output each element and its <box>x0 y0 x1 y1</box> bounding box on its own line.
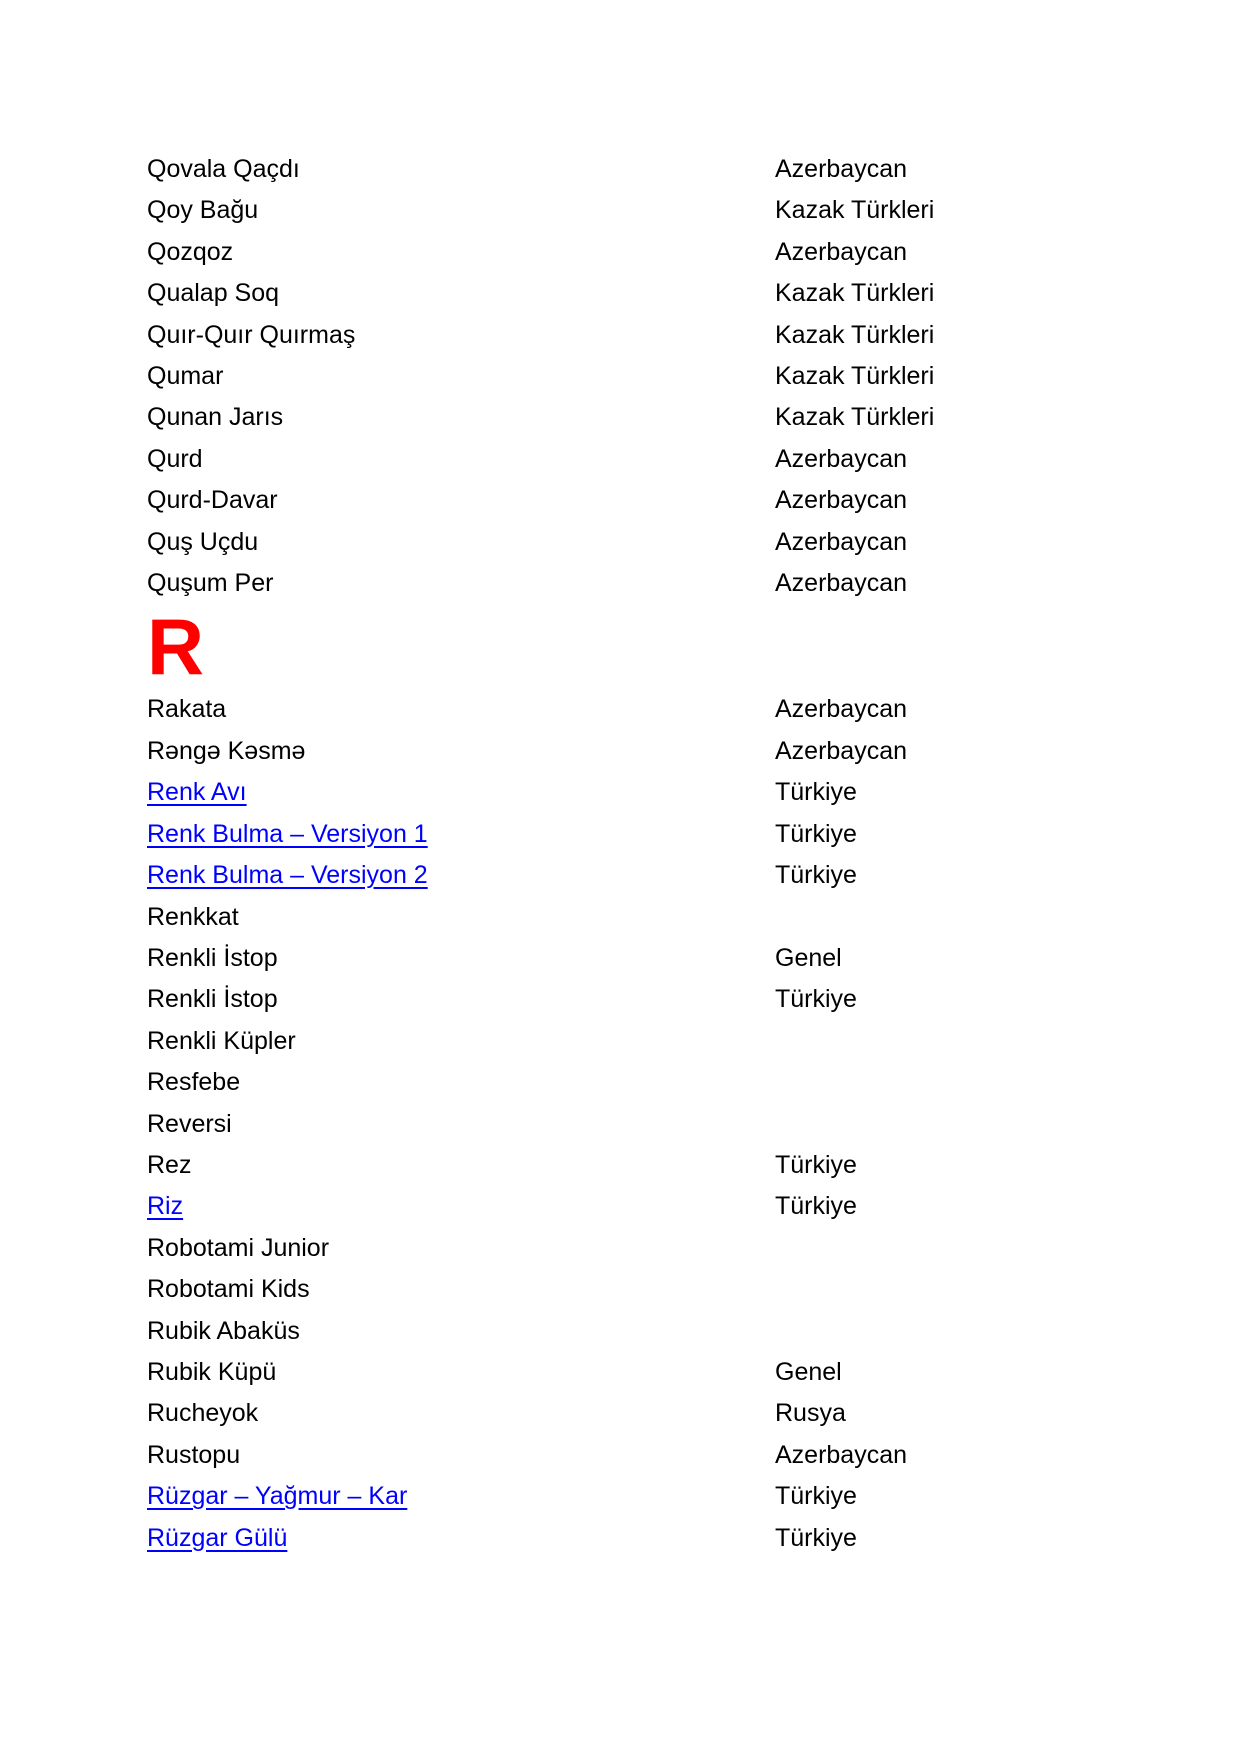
game-link[interactable]: Rüzgar Gülü <box>147 1523 288 1552</box>
list-item <box>147 897 1241 938</box>
list-item <box>147 689 1241 730</box>
list-item <box>147 149 1241 190</box>
game-name: Renkkat <box>147 902 239 931</box>
section-letter: R <box>147 602 205 692</box>
game-region: Kazak Türkleri <box>775 362 935 391</box>
list-item <box>147 938 1241 979</box>
game-region: Genel <box>775 1357 842 1386</box>
game-link[interactable]: Riz <box>147 1192 184 1221</box>
game-name: Robotami Junior <box>147 1233 330 1262</box>
game-name: Qurd <box>147 444 203 473</box>
game-name: Rustopu <box>147 1440 241 1469</box>
list-item <box>147 1104 1241 1145</box>
list-item <box>147 814 1241 855</box>
list-item <box>147 522 1241 563</box>
list-item <box>147 1269 1241 1310</box>
game-name: Quş Uçdu <box>147 527 259 556</box>
game-name: Rez <box>147 1150 192 1179</box>
list-item <box>147 273 1241 314</box>
game-name: Qunan Jarıs <box>147 403 284 432</box>
game-name: Renkli Küpler <box>147 1026 296 1055</box>
game-link[interactable]: Renk Bulma – Versiyon 1 <box>147 819 428 848</box>
r-section-list <box>147 689 1241 1559</box>
game-name: Renkli İstop <box>147 985 278 1014</box>
game-name: Rəngə Kəsmə <box>147 736 306 765</box>
list-item <box>147 232 1241 273</box>
game-region: Azerbaycan <box>775 1440 908 1469</box>
game-region: Kazak Türkleri <box>775 403 935 432</box>
game-name: Renkli İstop <box>147 943 278 972</box>
game-name: Qurd-Davar <box>147 486 278 515</box>
game-link[interactable]: Renk Bulma – Versiyon 2 <box>147 861 428 890</box>
list-item <box>147 356 1241 397</box>
game-region: Azerbaycan <box>775 155 908 183</box>
game-region: Türkiye <box>775 1192 857 1221</box>
game-name: Rubik Küpü <box>147 1357 277 1386</box>
game-region: Kazak Türkleri <box>775 279 935 308</box>
game-region: Azerbaycan <box>775 569 908 598</box>
game-name: Qozqoz <box>147 237 234 266</box>
game-region: Türkiye <box>775 1523 857 1552</box>
list-item <box>147 1311 1241 1352</box>
list-item <box>147 190 1241 231</box>
game-name: Robotami Kids <box>147 1275 310 1304</box>
list-item <box>147 1435 1241 1476</box>
list-item <box>147 731 1241 772</box>
list-item <box>147 1145 1241 1186</box>
game-name: Reversi <box>147 1109 232 1138</box>
list-item <box>147 1021 1241 1062</box>
game-name: Rucheyok <box>147 1399 259 1428</box>
list-item <box>147 1186 1241 1227</box>
game-link[interactable]: Rüzgar – Yağmur – Kar <box>147 1482 408 1511</box>
game-name: Resfebe <box>147 1068 241 1097</box>
game-name: Qoy Bağu <box>147 196 259 225</box>
game-name: Qumar <box>147 362 224 391</box>
list-item <box>147 1393 1241 1434</box>
list-item <box>147 439 1241 480</box>
game-region: Azerbaycan <box>775 237 908 266</box>
game-region: Kazak Türkleri <box>775 320 935 349</box>
list-item <box>147 855 1241 896</box>
list-item <box>147 1518 1241 1559</box>
q-section-list <box>147 149 1241 604</box>
game-region: Türkiye <box>775 1482 857 1511</box>
game-region: Azerbaycan <box>775 444 908 473</box>
game-name: Quşum Per <box>147 569 274 598</box>
list-item <box>147 772 1241 813</box>
game-region: Türkiye <box>775 819 857 848</box>
game-region: Türkiye <box>775 861 857 890</box>
list-item <box>147 1062 1241 1103</box>
game-name: Rubik Abaküs <box>147 1316 300 1345</box>
game-region: Türkiye <box>775 778 857 807</box>
game-region: Azerbaycan <box>775 527 908 556</box>
list-item <box>147 979 1241 1020</box>
list-item <box>147 1228 1241 1269</box>
game-region: Azerbaycan <box>775 736 908 765</box>
list-item <box>147 563 1241 604</box>
game-region: Azerbaycan <box>775 695 908 724</box>
game-name: Quır-Quır Quırmaş <box>147 320 356 349</box>
game-link[interactable]: Renk Avı <box>147 778 247 807</box>
section-heading-r <box>147 602 1241 692</box>
game-region: Genel <box>775 943 842 972</box>
list-item <box>147 397 1241 438</box>
list-item <box>147 1476 1241 1517</box>
game-name: Rakata <box>147 695 227 724</box>
game-region: Türkiye <box>775 985 857 1014</box>
game-region: Rusya <box>775 1399 846 1428</box>
list-item <box>147 480 1241 521</box>
list-item <box>147 1352 1241 1393</box>
list-item <box>147 315 1241 356</box>
game-name: Qualap Soq <box>147 279 280 308</box>
game-region: Kazak Türkleri <box>775 196 935 225</box>
game-name: Qovala Qaçdı <box>147 155 300 183</box>
game-region: Azerbaycan <box>775 486 908 515</box>
game-region: Türkiye <box>775 1150 857 1179</box>
